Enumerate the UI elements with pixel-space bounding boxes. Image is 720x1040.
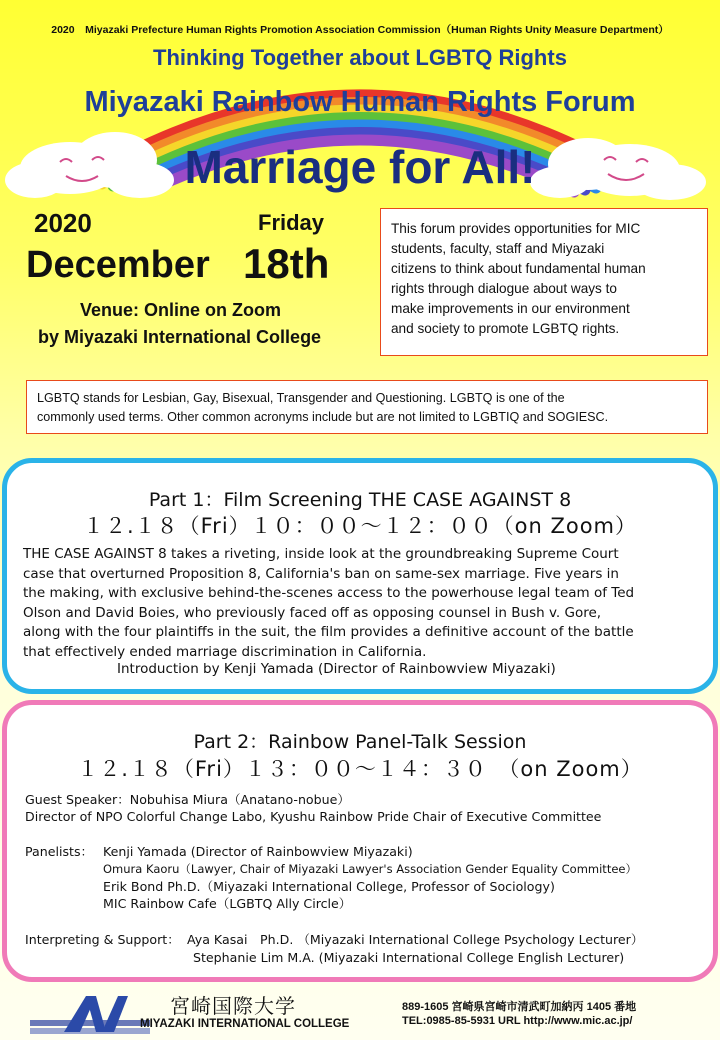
lgbtq-note-line: LGBTQ stands for Lesbian, Gay, Bisexual, Transgender and Questioning. LGBTQ is one of the — [37, 391, 565, 405]
event-year: 2020 — [34, 208, 92, 238]
description-line: Olson and David Boies, who previously faced off as opposing counsel in Bush v. Gore, — [23, 604, 602, 621]
intro-line: make improvements in our environment — [391, 301, 630, 316]
forum-name: Miyazaki Rainbow Human Rights Forum — [84, 86, 636, 118]
part1-section — [2, 458, 718, 694]
part1-description — [23, 545, 703, 662]
panelist-item: Omura Kaoru（Lawyer, Chair of Miyazaki Lawyer's Association Gender Equality Committee） — [103, 862, 637, 876]
part1-introduction: Introduction by Kenji Yamada (Director of Rainbowview Miyazaki) — [117, 661, 556, 677]
college-logo-icon — [30, 992, 150, 1036]
main-title: Marriage for All! — [184, 141, 536, 193]
part1-time: １２.１８（Fri）１０：００～１２：００（on Zoom） — [82, 514, 638, 538]
part2-time: １２.１８（Fri）１３：００～１４：３０ （on Zoom） — [77, 757, 643, 781]
interpreting-label: Interpreting & Support： — [25, 932, 180, 947]
part1-title: Part 1：Film Screening THE CASE AGAINST 8 — [148, 489, 572, 511]
college-name-en: MIYAZAKI INTERNATIONAL COLLEGE — [140, 1018, 350, 1030]
lgbtq-note — [26, 380, 708, 434]
intro-line: This forum provides opportunities for MIC — [391, 221, 641, 236]
organizer-line: 2020 Miyazaki Prefecture Human Rights Promotion Association Commission（Human Rights Unity Measure Department） — [51, 24, 669, 36]
lgbtq-note-line: commonly used terms. Other common acronyms include but are not limited to LGBTIQ and SOGIESC. — [37, 410, 609, 424]
venue-host: by Miyazaki International College — [38, 327, 322, 347]
college-contact: TEL:0985-85-5931 URL http://www.mic.ac.jp/ — [402, 1015, 633, 1027]
guest-speaker-title: Director of NPO Colorful Change Labo, Kyushu Rainbow Pride Chair of Executive Committee — [25, 809, 602, 824]
intro-line: citizens to think about fundamental human — [391, 261, 646, 276]
event-month: December — [26, 244, 210, 286]
college-name-jp: 宮崎国際大学 — [170, 994, 296, 1018]
college-address: 889-1605 宮崎県宮崎市清武町加納丙 1405 番地 — [402, 1001, 637, 1013]
interpreter-item: Stephanie Lim M.A. (Miyazaki International College English Lecturer) — [193, 950, 625, 965]
part2-title: Part 2：Rainbow Panel-Talk Session — [193, 731, 527, 753]
panelist-item: Erik Bond Ph.D.（Miyazaki International College, Professor of Sociology) — [103, 879, 555, 894]
intro-box — [380, 208, 708, 356]
venue-line: Venue: Online on Zoom — [80, 300, 282, 320]
interpreter-item: Aya Kasai Ph.D. （Miyazaki International College Psychology Lecturer） — [187, 932, 644, 947]
guest-speaker: Guest Speaker：Nobuhisa Miura（Anatano-nobue） — [25, 792, 350, 807]
description-line: THE CASE AGAINST 8 takes a riveting, inside look at the groundbreaking Supreme Court — [23, 546, 619, 562]
part2-section — [2, 700, 718, 982]
description-line: that effectively ended marriage discrimination in California. — [23, 643, 427, 660]
intro-line: students, faculty, staff and Miyazaki — [391, 241, 605, 256]
panelist-item: Kenji Yamada (Director of Rainbowview Miyazaki) — [103, 844, 413, 859]
event-weekday: Friday — [258, 210, 325, 235]
subtitle: Thinking Together about LGBTQ Rights — [153, 45, 567, 70]
panelist-item: MIC Rainbow Cafe（LGBTQ Ally Circle） — [103, 896, 352, 911]
intro-line: and society to promote LGBTQ rights. — [391, 321, 620, 336]
intro-line: rights through dialogue about ways to — [391, 281, 617, 296]
panelists-label: Panelists： — [25, 844, 94, 859]
description-line: case that overturned Proposition 8, California's ban on same-sex marriage. Five years in — [23, 565, 619, 582]
description-line: along with the four plaintiffs in the suit, the film provides a definitive account of the battle — [23, 624, 634, 640]
event-day: 18th — [243, 240, 330, 287]
description-line: the making, with exclusive behind-the-scenes access to the powerhouse legal team of Ted — [23, 585, 635, 601]
